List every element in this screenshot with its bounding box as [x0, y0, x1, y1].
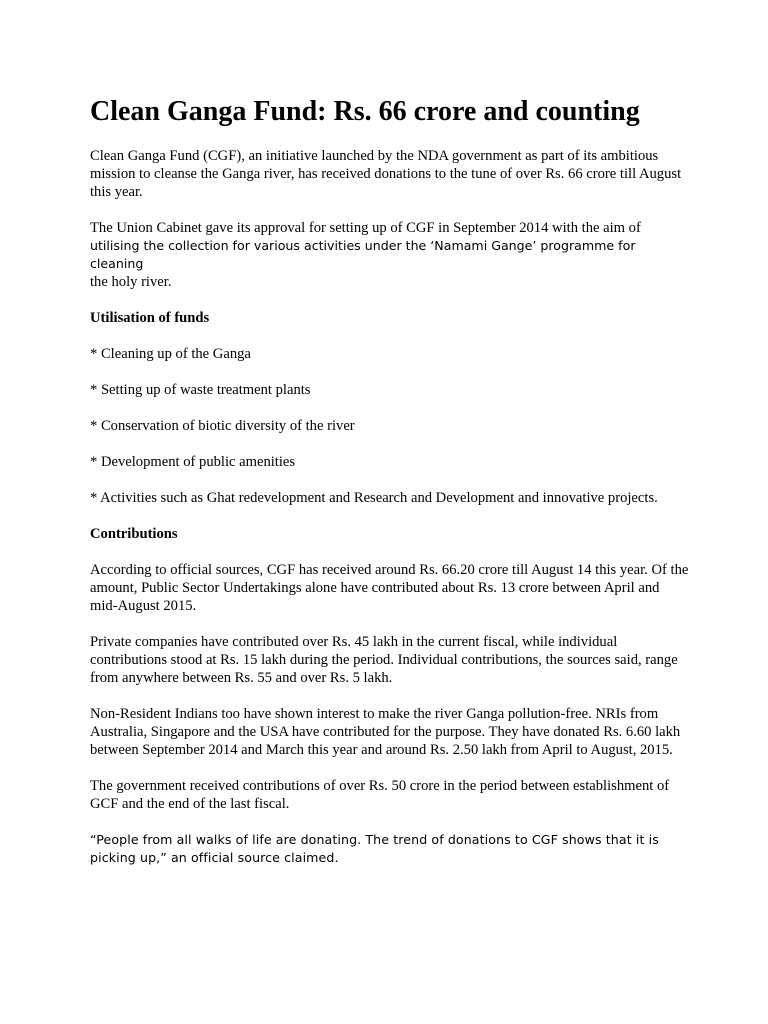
paragraph-intro: Clean Ganga Fund (CGF), an initiative launched by the NDA government as part of its ambitious mission to cleanse the Ganga river, has received donations to the tune of over Rs. 66 crore till August this year.: [90, 148, 682, 200]
quote-paragraph: “People from all walks of life are donating. The trend of donations to CGF shows that it is picking up,” an official source claimed.: [90, 832, 659, 865]
bullet-item: * Conservation of biotic diversity of the river: [90, 418, 355, 434]
paragraph-nri: Non-Resident Indians too have shown interest to make the river Ganga pollution-free. NRIs from Australia, Singapore and the USA have contributed for the purpose. They have donated Rs. 6.60 lakh between September 2014 and March this year and around Rs. 2.50 lakh from April to August, 2015.: [90, 706, 681, 758]
section-heading-contributions: Contributions: [90, 526, 178, 542]
article-title: Clean Ganga Fund: Rs. 66 crore and counting: [90, 96, 640, 127]
bullet-item: * Activities such as Ghat redevelopment and Research and Development and innovative projects.: [90, 490, 658, 506]
bullet-item: * Development of public amenities: [90, 454, 296, 470]
cabinet-line-2: utilising the collection for various activities under the ‘Namami Gange’ programme for cleaning: [90, 238, 636, 271]
paragraph-private-companies: Private companies have contributed over Rs. 45 lakh in the current fiscal, while individual contributions stood at Rs. 15 lakh during the period. Individual contributions, the sources said, range from anywhere between Rs. 55 and over Rs. 5 lakh.: [90, 634, 678, 686]
paragraph-cabinet-approval: [90, 219, 690, 291]
cabinet-line-3: the holy river.: [90, 274, 172, 290]
section-heading-utilisation: Utilisation of funds: [90, 310, 210, 326]
article: [90, 94, 690, 885]
paragraph-government: The government received contributions of over Rs. 50 crore in the period between establishment of GCF and the end of the last fiscal.: [90, 778, 670, 812]
bullet-item: * Cleaning up of the Ganga: [90, 346, 251, 362]
paragraph-official-sources: According to official sources, CGF has received around Rs. 66.20 crore till August 14 this year. Of the amount, Public Sector Undertakings alone have contributed about Rs. 13 crore between April and mid-August 2015.: [90, 562, 689, 614]
bullet-item: * Setting up of waste treatment plants: [90, 382, 311, 398]
cabinet-line-1: The Union Cabinet gave its approval for setting up of CGF in September 2014 with the aim of: [90, 220, 641, 236]
